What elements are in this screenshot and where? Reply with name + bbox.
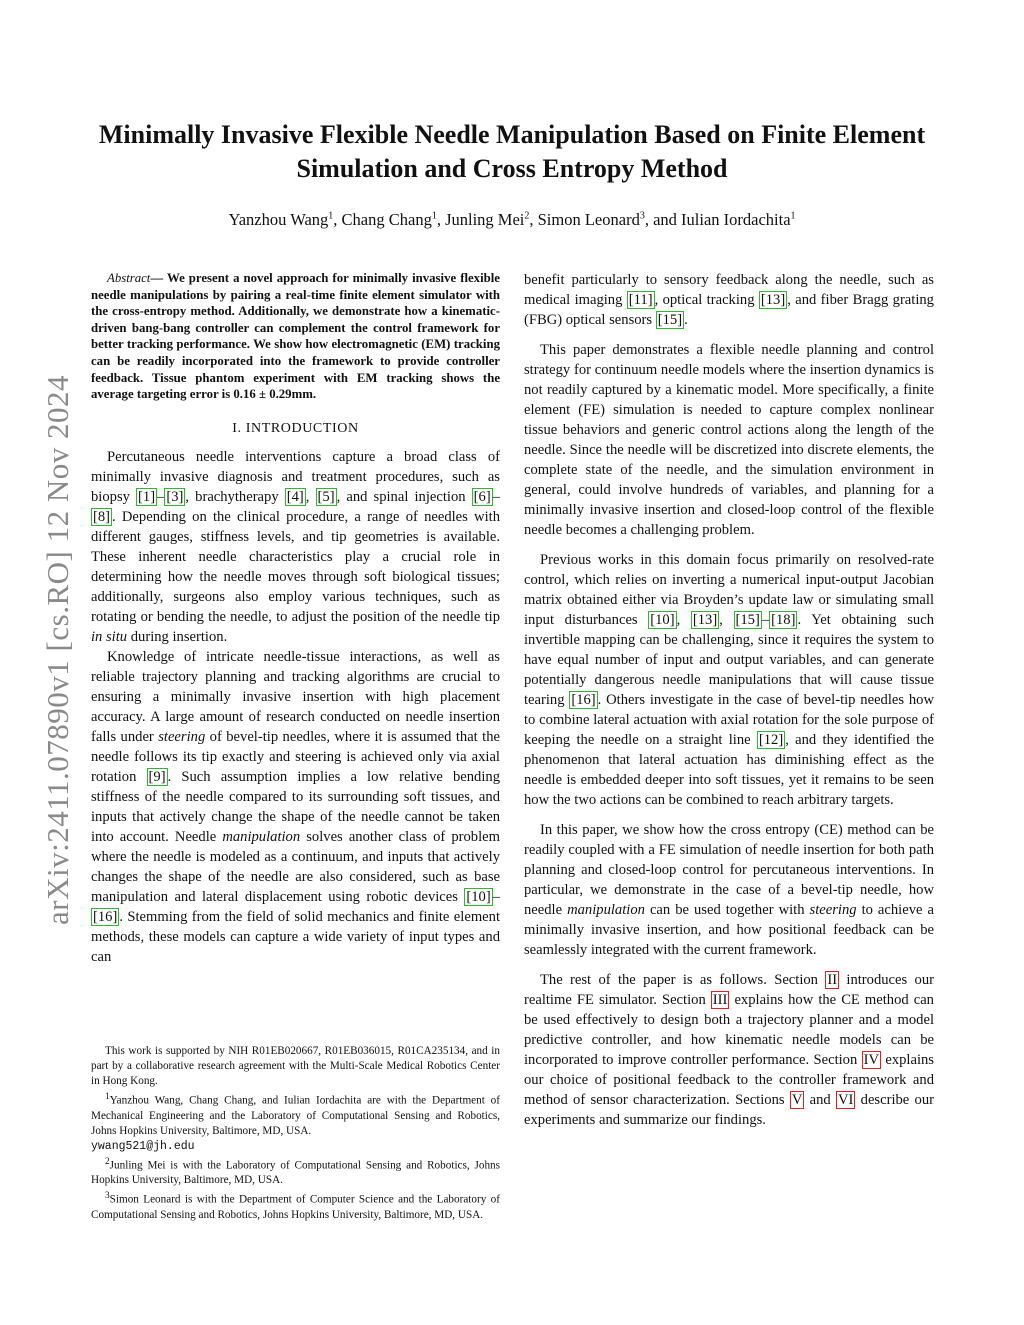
- text-run: , and spinal injection: [336, 488, 472, 505]
- citation-link[interactable]: [9]: [148, 768, 166, 785]
- affiliation-mark: 1: [431, 210, 437, 222]
- citation-link[interactable]: [5]: [317, 488, 335, 505]
- footnote-mark: 3: [105, 1191, 110, 1202]
- author: and Iulian Iordachita: [653, 210, 791, 229]
- text-run: Percutaneous needle interventions capture a broad class of minimally invasive diagnosis and treatment procedures, such as biopsy: [91, 448, 500, 505]
- section-link[interactable]: II: [827, 972, 838, 988]
- funding-footnote: This work is supported by NIH R01EB020667, R01EB036015, R01CA235134, and in part by a collaborative research agreement with the Multi-Scale Medical Robotics Center in Hong Kong.: [91, 1045, 500, 1087]
- affiliation-footnote-1: [91, 1090, 500, 1154]
- citation-link[interactable]: [1]: [138, 488, 156, 505]
- citation-link[interactable]: [10]: [650, 612, 675, 628]
- emphasis: manipulation: [567, 902, 645, 918]
- abstract-label: Abstract: [107, 271, 151, 285]
- text-run: describe our experiments and summarize our findings.: [524, 1092, 934, 1128]
- affiliation-mark: 1: [790, 210, 796, 222]
- intro-paragraph-1: [91, 447, 500, 647]
- text-run: solves another class of problem where the needle is modeled as a continuum, and inputs that actively changes the shape of the needle are also considered, such as base manipulation and lateral displacement using robotic devices: [91, 828, 500, 905]
- text-run: benefit particularly to sensory feedback along the needle, such as medical imaging: [524, 272, 934, 308]
- citation-link[interactable]: [11]: [628, 292, 653, 308]
- author: Chang Chang: [341, 210, 432, 229]
- author-list: Yanzhou Wang$^1$, Chang Chang$^1$, Junling Mei$^2$, Simon Leonard$^3$, and Iulian Iordachita$^1$: [228, 210, 796, 229]
- author: Simon Leonard: [537, 210, 640, 229]
- citation-link[interactable]: [13]: [760, 292, 786, 308]
- text-run: –: [761, 612, 770, 628]
- text-run: –: [492, 888, 500, 905]
- right-paragraph-0: [524, 270, 934, 330]
- text-run: Previous works in this domain focus primarily on resolved-rate control, which relies on inverting a numerical input-output Jacobian matrix obtained either via Broyden’s update law or simulating small input disturbances: [524, 552, 934, 628]
- citation-link[interactable]: [18]: [771, 612, 796, 628]
- citation-link[interactable]: [8]: [93, 508, 111, 525]
- text-run: , and fiber Bragg grating (FBG) optical sensors: [524, 292, 934, 328]
- emphasis: in situ: [91, 628, 128, 645]
- abstract: [91, 270, 500, 403]
- right-column: [524, 270, 934, 1130]
- right-paragraph-4: [524, 970, 934, 1130]
- text-run: . Stemming from the field of solid mechanics and finite element methods, these models can capture a wide variety of input types and can: [91, 908, 500, 965]
- citation-link[interactable]: [15]: [657, 312, 683, 328]
- text-run: . Yet obtaining such invertible mapping can be challenging, since it requires the system to have equal number of input and output variables, and can generate potentially dangerous needle manipulations that will cause tissue tearing: [524, 612, 934, 708]
- footnote-text: Yanzhou Wang, Chang Chang, and Iulian Iordachita are with the Department of Mechanical Engineering and the Laboratory of Computational Sensing and Robotics, Johns Hopkins University, Baltimore, MD, USA.: [91, 1094, 500, 1137]
- text-run: ,: [305, 488, 316, 505]
- text-run: of bevel-tip needles, where it is assumed that the needle follows its tip exactly and steering is achieved only via axial rotation: [91, 728, 500, 785]
- text-run: during insertion.: [127, 628, 228, 645]
- abstract-text: — We present a novel approach for minimally invasive flexible needle manipulations by pairing a real-time finite element simulator with the cross-entropy method. Additionally, we demonstrate how a kinematic-driven bang-bang controller can complement the control framework for better tracking performance. We show how electromagnetic (EM) tracking can be readily incorporated into the framework to provide controller feedback. Tissue phantom experiment with EM tracking shows the average targeting error is 0.16 ± 0.29mm.: [91, 271, 500, 402]
- paper-title: Minimally Invasive Flexible Needle Manipulation Based on Finite Element Simulation and Cross Entropy Method: [98, 120, 926, 183]
- text-run: . Such assumption implies a low relative bending stiffness of the needle compared to its surrounding soft tissues, and inputs that actively change the shape of the needle cannot be taken into account. Needle: [91, 768, 501, 845]
- emphasis: steering: [809, 902, 857, 918]
- left-column: [91, 270, 500, 967]
- text-run: Knowledge of intricate needle-tissue interactions, as well as reliable trajectory planning and tracking algorithms are crucial to ensuring a minimally invasive insertion with high placement accuracy. A large amount of research conducted on needle insertion falls under: [91, 648, 500, 745]
- citation-link[interactable]: [10]: [466, 888, 491, 905]
- author: Yanzhou Wang: [228, 210, 329, 229]
- citation-link[interactable]: [16]: [93, 908, 118, 925]
- affiliation-footnote-2: [91, 1155, 500, 1189]
- section-link[interactable]: V: [791, 1092, 803, 1108]
- text-run: , brachytherapy: [185, 488, 285, 505]
- right-paragraph-3: [524, 820, 934, 960]
- emphasis: manipulation: [222, 828, 301, 845]
- affiliation-mark: 2: [524, 210, 530, 222]
- text-run: . Depending on the clinical procedure, a range of needles with different gauges, stiffness levels, and tip geometries is available. These inherent needle characteristics play a crucial role in determining how the needle moves through soft biological tissues; additionally, surgeons also employ various techniques, such as rotating or bending the needle, to adjust the position of the needle tip: [91, 508, 500, 625]
- text-run: , and they identified the phenomenon that lateral actuation has diminishing effect as the needle is embedded deeper into soft tissues, yet it remains to be seen how the two actions can be combined to reach arbitrary targets.: [524, 732, 934, 808]
- text-run: ,: [676, 612, 691, 628]
- footnote-mark: 1: [105, 1092, 110, 1102]
- text-run: explains how the CE method can be used effectively to design both a trajectory planner and a model predictive controller, and how kinematic needle models can be incorporated to improve controller performance. Section: [524, 992, 934, 1068]
- affiliation-footnote-3: [91, 1189, 500, 1223]
- affiliation-mark: 3: [639, 210, 645, 222]
- text-run: explains our choice of positional feedback to the controller framework and method of sensor characterization. Sections: [524, 1052, 934, 1108]
- text-run: ,: [719, 612, 734, 628]
- text-run: –: [157, 488, 165, 505]
- text-run: –: [492, 488, 500, 505]
- text-run: . Others investigate in the case of bevel-tip needles how to combine lateral actuation with axial rotation for the sole purpose of keeping the needle on a straight line: [524, 692, 934, 748]
- text-run: can be used together with: [644, 902, 810, 918]
- footnote-text: Simon Leonard is with the Department of Computer Science and the Laboratory of Computational Sensing and Robotics, Johns Hopkins University, Baltimore, MD, USA.: [91, 1194, 500, 1222]
- author-email[interactable]: ywang521@jh.edu: [91, 1139, 195, 1153]
- citation-link[interactable]: [16]: [571, 692, 596, 708]
- citation-link[interactable]: [4]: [286, 488, 304, 505]
- text-run: introduces our realtime FE simulator. Section: [524, 972, 934, 1008]
- text-run: , optical tracking: [654, 292, 759, 308]
- emphasis: steering: [158, 728, 206, 745]
- section-link[interactable]: VI: [837, 1092, 854, 1108]
- affiliation-mark: 1: [328, 210, 334, 222]
- text-run: to achieve a minimally invasive insertion, and how positional feedback can be seamlessly integrated with the current framework.: [524, 902, 934, 958]
- footnote-text: Junling Mei is with the Laboratory of Computational Sensing and Robotics, Johns Hopkins University, Baltimore, MD, USA.: [91, 1159, 500, 1187]
- text-run: and: [804, 1092, 836, 1108]
- footnote-mark: 2: [105, 1156, 110, 1167]
- citation-link[interactable]: [3]: [166, 488, 184, 505]
- section-heading-introduction: I. INTRODUCTION: [232, 420, 359, 436]
- citation-link[interactable]: [12]: [758, 732, 784, 748]
- text-run: The rest of the paper is as follows. Section: [540, 972, 826, 988]
- right-paragraph-2: [524, 550, 934, 810]
- text-run: In this paper, we show how the cross entropy (CE) method can be readily coupled with a FE simulation of needle insertion for both path planning and closed-loop control for percutaneous interventions. In particular, we demonstrate in the case of a bevel-tip needle, how needle: [524, 822, 934, 918]
- arxiv-identifier: arXiv:2411.07890v1 [cs.RO] 12 Nov 2024: [40, 375, 75, 925]
- citation-link[interactable]: [15]: [735, 612, 760, 628]
- section-link[interactable]: III: [712, 992, 728, 1008]
- right-paragraph-1: This paper demonstrates a flexible needle planning and control strategy for continuum needle models where the insertion dynamics is not readily captured by a kinematic model. More specifically, a finite element (FE) simulation is needed to capture complex nonlinear tissue behaviors and generic control actions along the length of the needle. Since the needle will be discretized into discrete elements, the complete state of the needle, and the simulation environment in general, could involve hundreds of variables, and planning for a minimally invasive insertion and closed-loop control of the flexible needle becomes a challenging problem.: [524, 342, 934, 538]
- text-run: .: [684, 312, 688, 328]
- citation-link[interactable]: [13]: [692, 612, 718, 628]
- author: Junling Mei: [445, 210, 525, 229]
- citation-link[interactable]: [6]: [473, 488, 491, 505]
- footnotes: [91, 1044, 500, 1224]
- intro-paragraph-2: [91, 647, 500, 967]
- section-link[interactable]: IV: [863, 1052, 880, 1068]
